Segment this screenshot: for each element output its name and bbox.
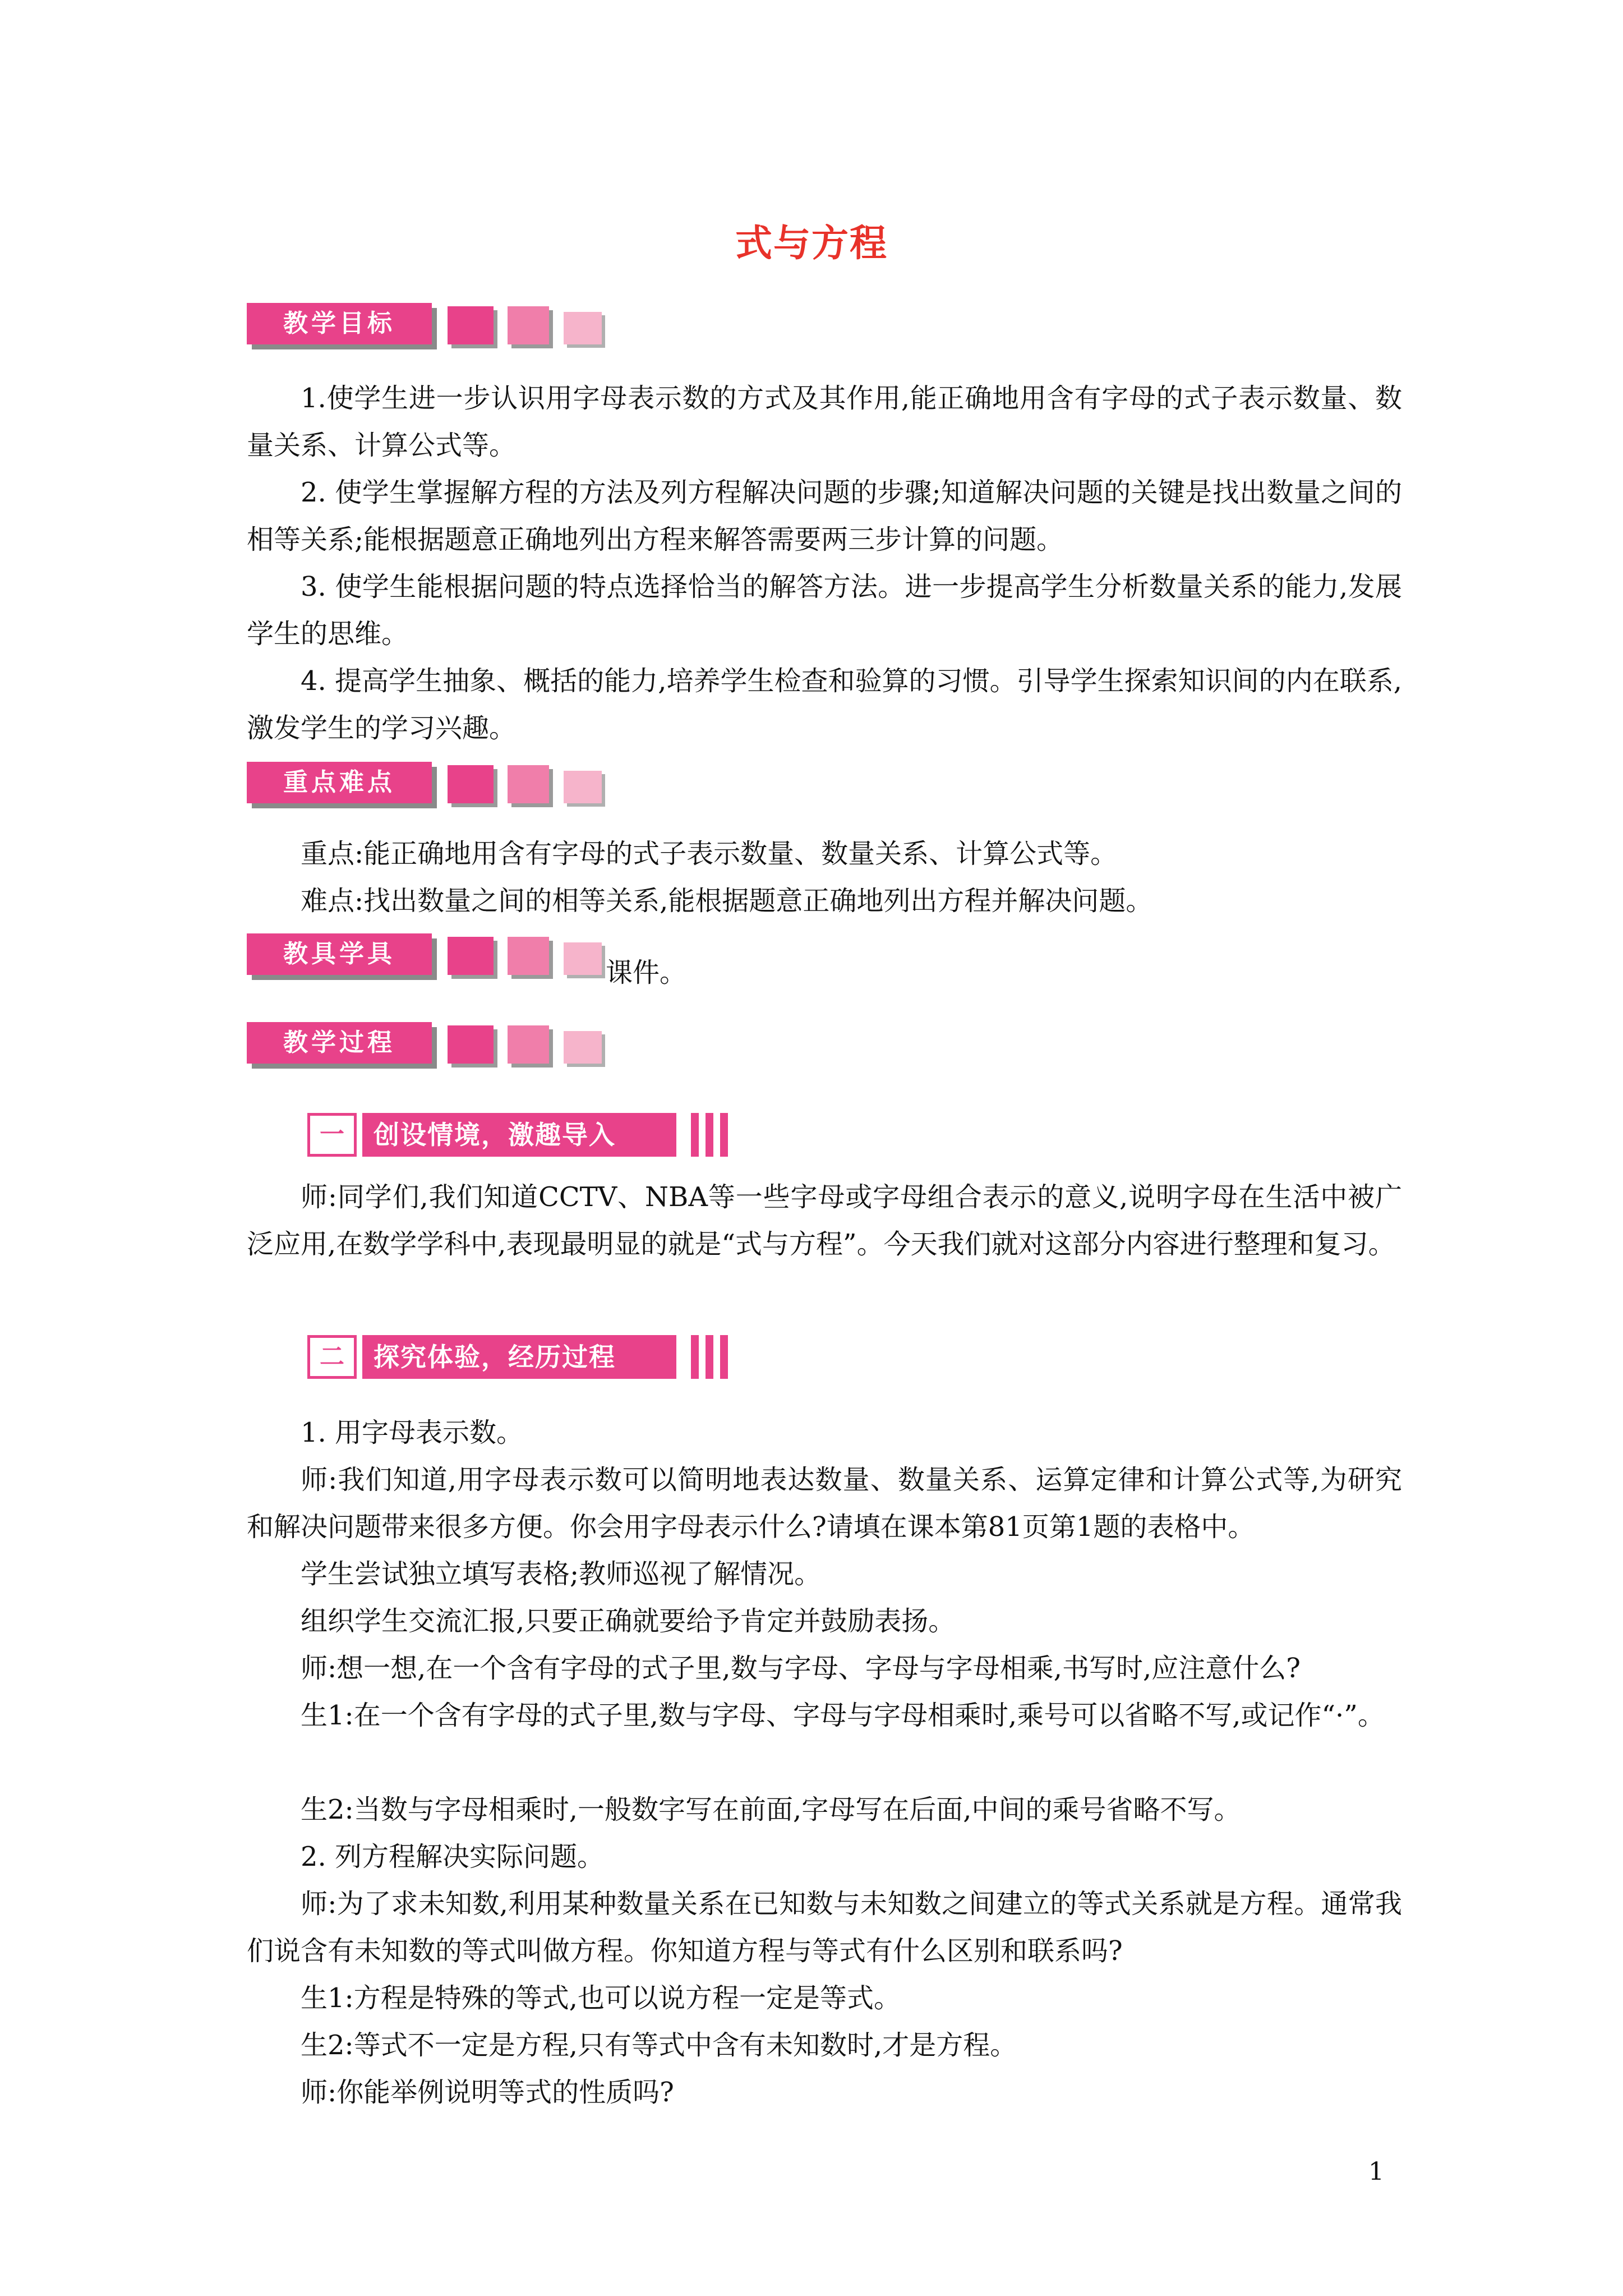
subsection-number: 一 bbox=[307, 1113, 357, 1157]
page-number: 1 bbox=[1368, 2157, 1384, 2186]
goal-paragraph: 1.使学生进一步认识用字母表示数的方式及其作用,能正确地用含有字母的式子表示数量、数量关系、计算公式等。 bbox=[247, 383, 1402, 461]
process-paragraph: 组织学生交流汇报,只要正确就要给予肯定并鼓励表扬。 bbox=[301, 1605, 956, 1637]
process-paragraph: 学生尝试独立填写表格;教师巡视了解情况。 bbox=[301, 1558, 822, 1590]
subsection-title: 探究体验，经历过程 bbox=[362, 1335, 676, 1379]
decor-block bbox=[508, 306, 549, 344]
goal-paragraph: 4. 提高学生抽象、概括的能力,培养学生检查和验算的习惯。引导学生探索知识间的内在联系,激发学生的学习兴趣。 bbox=[247, 665, 1402, 744]
process-paragraph: 2. 列方程解决实际问题。 bbox=[301, 1841, 605, 1872]
process-paragraph: 师:你能举例说明等式的性质吗? bbox=[301, 2077, 674, 2108]
goal-paragraph: 3. 使学生能根据问题的特点选择恰当的解答方法。进一步提高学生分析数量关系的能力,发展学生的思维。 bbox=[247, 571, 1402, 650]
goal-paragraph: 2. 使学生掌握解方程的方法及列方程解决问题的步骤;知道解决问题的关键是找出数量之间的相等关系;能根据题意正确地列出方程来解答需要两三步计算的问题。 bbox=[247, 477, 1402, 555]
section-label: 教学过程 bbox=[247, 1022, 432, 1064]
decor-stripe bbox=[691, 1113, 699, 1157]
decor-block bbox=[508, 937, 549, 975]
tools-text: 课件。 bbox=[606, 957, 687, 988]
process-paragraph: 生1:在一个含有字母的式子里,数与字母、字母与字母相乘时,乘号可以省略不写,或记作“·”。 bbox=[301, 1700, 1385, 1731]
process-paragraph: 师:想一想,在一个含有字母的式子里,数与字母、字母与字母相乘,书写时,应注意什么? bbox=[301, 1653, 1301, 1684]
decor-block bbox=[564, 1031, 602, 1064]
decor-block bbox=[564, 942, 602, 975]
decor-block bbox=[448, 1025, 494, 1064]
process-paragraph: 生2:等式不一定是方程,只有等式中含有未知数时,才是方程。 bbox=[301, 2030, 1017, 2061]
decor-block bbox=[564, 771, 602, 803]
keypoint-paragraph: 重点:能正确地用含有字母的式子表示数量、数量关系、计算公式等。 bbox=[301, 838, 1118, 869]
process-paragraph: 1. 用字母表示数。 bbox=[301, 1417, 524, 1448]
decor-block bbox=[508, 1025, 549, 1064]
process-paragraph: 生2:当数与字母相乘时,一般数字写在前面,字母写在后面,中间的乘号省略不写。 bbox=[301, 1794, 1241, 1825]
section-label: 重点难点 bbox=[247, 762, 432, 803]
decor-block bbox=[508, 765, 549, 803]
page-title: 式与方程 bbox=[735, 221, 888, 265]
decor-stripe bbox=[691, 1335, 699, 1379]
decor-block bbox=[448, 937, 494, 975]
decor-stripe bbox=[720, 1113, 728, 1157]
decor-block bbox=[564, 312, 602, 344]
subsection-title: 创设情境，激趣导入 bbox=[362, 1113, 676, 1157]
decor-block bbox=[448, 765, 494, 803]
keypoint-paragraph: 难点:找出数量之间的相等关系,能根据题意正确地列出方程并解决问题。 bbox=[301, 885, 1153, 917]
intro-paragraph: 师:同学们,我们知道CCTV、NBA等一些字母或字母组合表示的意义,说明字母在生活中被广泛应用,在数学学科中,表现最明显的就是“式与方程”。今天我们就对这部分内容进行整理和复习。 bbox=[247, 1181, 1402, 1260]
process-paragraph: 生1:方程是特殊的等式,也可以说方程一定是等式。 bbox=[301, 1982, 901, 2014]
decor-stripe bbox=[706, 1335, 713, 1379]
process-paragraph: 师:我们知道,用字母表示数可以简明地表达数量、数量关系、运算定律和计算公式等,为研究和解决问题带来很多方便。你会用字母表示什么?请填在课本第81页第1题的表格中。 bbox=[247, 1464, 1402, 1543]
decor-block bbox=[448, 306, 494, 344]
process-paragraph: 师:为了求未知数,利用某种数量关系在已知数与未知数之间建立的等式关系就是方程。通常我们说含有未知数的等式叫做方程。你知道方程与等式有什么区别和联系吗? bbox=[247, 1888, 1402, 1967]
decor-stripe bbox=[720, 1335, 728, 1379]
subsection-number: 二 bbox=[307, 1335, 357, 1379]
section-label: 教具学具 bbox=[247, 933, 432, 975]
section-label: 教学目标 bbox=[247, 303, 432, 344]
decor-stripe bbox=[706, 1113, 713, 1157]
